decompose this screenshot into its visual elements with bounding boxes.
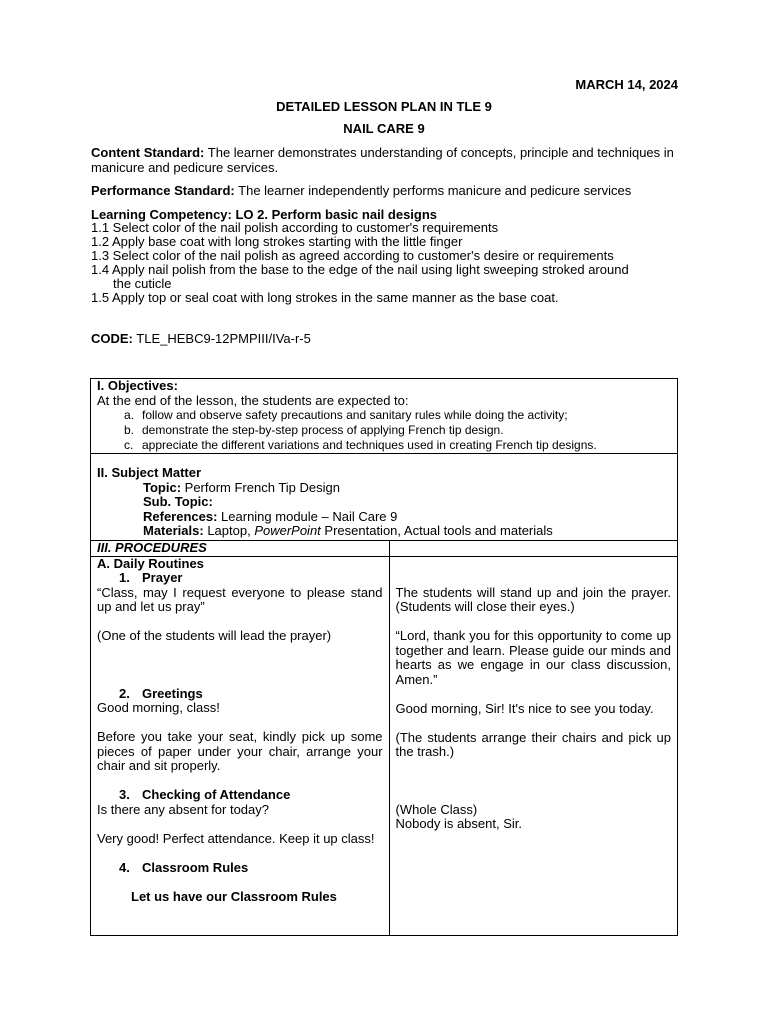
- teacher-activity-cell: [91, 556, 390, 935]
- objective-item: c. appreciate the different variations and techniques used in creating French tip designs.: [124, 438, 597, 452]
- attendance-heading: 3. Checking of Attendance: [119, 787, 291, 802]
- objectives-list: [97, 408, 671, 453]
- teacher-attendance-question: Is there any absent for today?: [97, 801, 269, 817]
- student-greeting: Good morning, Sir! It's nice to see you today.: [395, 700, 654, 716]
- lesson-table: [90, 378, 678, 936]
- teacher-attendance-praise: Very good! Perfect attendance. Keep it up class!: [97, 830, 375, 846]
- competency-item-continued: the cuticle: [113, 276, 172, 291]
- objectives-row: [91, 379, 678, 454]
- code-label: CODE:: [91, 331, 133, 346]
- performance-standard-label: Performance Standard:: [91, 183, 235, 198]
- student-prayer-text: “Lord, thank you for this opportunity to come up together and learn. Please guide our minds and hearts as we engage in our class discussion, Amen.”: [395, 628, 671, 687]
- objectives-intro: At the end of the lesson, the students are expected to:: [97, 392, 409, 408]
- greetings-heading: 2. Greetings: [119, 685, 203, 701]
- classroom-rules-line: Let us have our Classroom Rules: [131, 888, 337, 904]
- student-seat-response: (The students arrange their chairs and pick up the trash.): [395, 729, 671, 759]
- procedures-header-row: [91, 541, 678, 557]
- competency-item: 1.2 Apply base coat with long strokes starting with the little finger: [91, 234, 463, 249]
- code-value: TLE_HEBC9-12PMPIII/IVa-r-5: [132, 331, 311, 346]
- procedures-heading-right-cell: [389, 541, 677, 557]
- teacher-prayer: “Class, may I request everyone to please stand up and let us pray”: [97, 584, 383, 614]
- competency-item: 1.4 Apply nail polish from the base to the edge of the nail using light sweeping stroked around: [91, 262, 629, 277]
- procedures-heading-cell: [91, 541, 390, 557]
- content-standard-label: Content Standard:: [91, 145, 205, 160]
- student-whole-class: (Whole Class): [395, 801, 478, 817]
- teacher-prayer-lead: (One of the students will lead the prayer): [97, 628, 332, 643]
- student-prayer-response: The students will stand up and join the prayer. (Students will close their eyes.): [395, 584, 671, 614]
- student-attendance-response: Nobody is absent, Sir.: [395, 816, 522, 831]
- procedures-heading: III. PROCEDURES: [97, 540, 207, 555]
- classroom-rules-heading: 4. Classroom Rules: [119, 859, 249, 875]
- objectives-heading: I. Objectives:: [97, 378, 178, 393]
- document-title: DETAILED LESSON PLAN IN TLE 9: [276, 99, 492, 114]
- performance-standard: [91, 184, 691, 199]
- teacher-greeting: Good morning, class!: [97, 700, 220, 715]
- document-subtitle: NAIL CARE 9: [343, 121, 425, 136]
- student-activity-cell: [389, 556, 677, 935]
- subject-matter-cell: [91, 454, 678, 541]
- competency-heading: Learning Competency: LO 2. Perform basic nail designs: [91, 207, 438, 222]
- subject-matter-row: [91, 454, 678, 541]
- subtopic-line: Sub. Topic:: [143, 494, 213, 509]
- topic-line: Topic: Perform French Tip Design: [143, 479, 340, 495]
- objective-item: a. follow and observe safety precautions and sanitary rules while doing the activity;: [124, 408, 568, 422]
- materials-line: Materials: Laptop, PowerPoint Presentation, Actual tools and materials: [143, 523, 553, 538]
- competency-item: 1.1 Select color of the nail polish according to customer's requirements: [91, 220, 499, 235]
- procedures-body-row: [91, 556, 678, 935]
- competency-item: 1.3 Select color of the nail polish as agreed according to customer's desire or requirements: [91, 248, 614, 263]
- competency-item: 1.5 Apply top or seal coat with long strokes in the same manner as the base coat.: [91, 290, 559, 305]
- prayer-heading: 1. Prayer: [119, 570, 183, 585]
- references-line: References: Learning module – Nail Care 9: [143, 508, 398, 524]
- daily-routines-heading: A. Daily Routines: [97, 555, 204, 571]
- teacher-seat-instruction: Before you take your seat, kindly pick up some pieces of paper under your chair, arrange your chair and sit properly.: [97, 729, 383, 773]
- content-standard: [91, 146, 681, 175]
- code-line: [91, 332, 681, 347]
- date: MARCH 14, 2024: [575, 77, 678, 92]
- content-standard-text: The learner demonstrates understanding of concepts, principle and techniques in manicure and pedicure services.: [91, 145, 674, 175]
- subject-matter-heading: II. Subject Matter: [97, 465, 202, 480]
- objective-item: b. demonstrate the step-by-step process of applying French tip design.: [124, 423, 504, 437]
- objectives-cell: [91, 379, 678, 454]
- performance-standard-text: The learner independently performs manicure and pedicure services: [234, 183, 632, 198]
